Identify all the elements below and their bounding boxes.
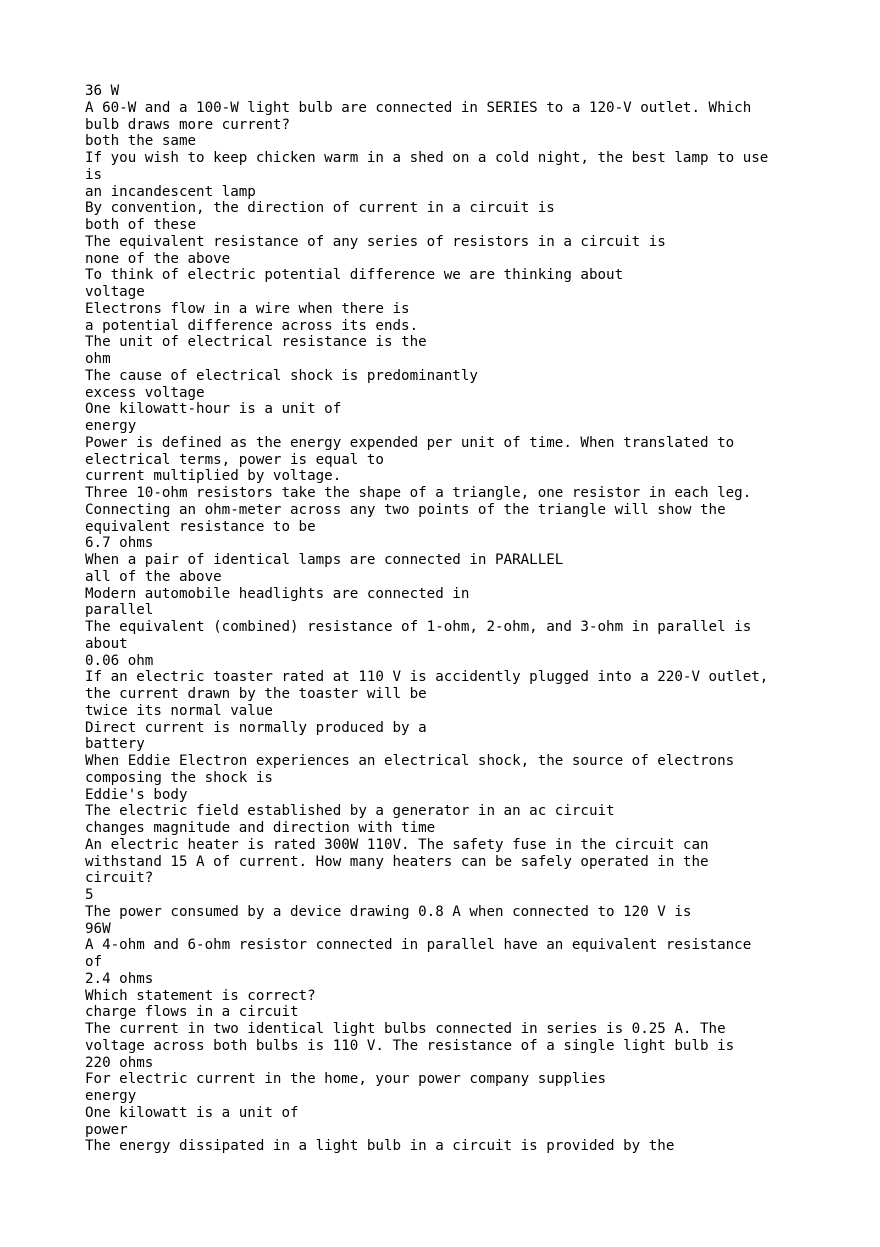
text-line: Modern automobile headlights are connected in bbox=[85, 585, 470, 602]
text-line: If you wish to keep chicken warm in a shed on a cold night, the best lamp to use bbox=[85, 150, 769, 166]
text-line: 96W bbox=[85, 920, 111, 937]
text-line: A 60-W and a 100-W light bulb are connected in SERIES to a 120-V outlet. Which bbox=[85, 99, 752, 116]
text-line: The cause of electrical shock is predominantly bbox=[85, 367, 478, 384]
text-line: voltage bbox=[85, 284, 145, 300]
text-line: energy bbox=[85, 1088, 137, 1104]
text-line: an incandescent lamp bbox=[85, 183, 256, 200]
text-line: electrical terms, power is equal to bbox=[85, 451, 384, 468]
text-line: energy bbox=[85, 418, 137, 434]
text-line: One kilowatt is a unit of bbox=[85, 1104, 299, 1121]
text-line: voltage across both bulbs is 110 V. The resistance of a single light bulb is bbox=[85, 1037, 735, 1054]
text-line: Power is defined as the energy expended per unit of time. When translated to bbox=[85, 434, 735, 451]
text-line: 36 W bbox=[85, 83, 120, 99]
text-line: Three 10-ohm resistors take the shape of a triangle, one resistor in each leg. bbox=[85, 485, 752, 501]
text-line: If an electric toaster rated at 110 V is accidently plugged into a 220-V outlet, bbox=[85, 669, 769, 686]
text-line: The equivalent (combined) resistance of 1-ohm, 2-ohm, and 3-ohm in parallel is bbox=[85, 619, 752, 635]
text-line: Eddie's body bbox=[85, 786, 188, 803]
text-line: 6.7 ohms bbox=[85, 535, 154, 552]
text-line: both of these bbox=[85, 217, 197, 233]
text-line: One kilowatt-hour is a unit of bbox=[85, 401, 342, 418]
document-page bbox=[85, 83, 825, 1155]
text-line: bulb draws more current? bbox=[85, 116, 290, 133]
text-line: changes magnitude and direction with time bbox=[85, 820, 436, 836]
text-line: circuit? bbox=[85, 870, 154, 887]
text-line: When a pair of identical lamps are connected in PARALLEL bbox=[85, 552, 564, 568]
text-line: By convention, the direction of current in a circuit is bbox=[85, 200, 555, 217]
text-line: of bbox=[85, 954, 103, 970]
text-line: The electric field established by a generator in an ac circuit bbox=[85, 803, 615, 820]
text-line: The unit of electrical resistance is the bbox=[85, 334, 427, 351]
text-line: all of the above bbox=[85, 568, 222, 585]
text-line: is bbox=[85, 166, 103, 183]
text-line: Electrons flow in a wire when there is bbox=[85, 300, 410, 317]
text-line: To think of electric potential difference we are thinking about bbox=[85, 267, 624, 284]
text-line: composing the shock is bbox=[85, 769, 273, 786]
text-line: twice its normal value bbox=[85, 702, 273, 719]
text-line: charge flows in a circuit bbox=[85, 1004, 299, 1021]
text-line: the current drawn by the toaster will be bbox=[85, 686, 427, 702]
text-line: none of the above bbox=[85, 250, 231, 267]
text-line: 0.06 ohm bbox=[85, 652, 154, 669]
text-line: The power consumed by a device drawing 0.8 A when connected to 120 V is bbox=[85, 903, 692, 920]
text-line: 220 ohms bbox=[85, 1054, 154, 1071]
text-line: current multiplied by voltage. bbox=[85, 468, 342, 485]
text-line: battery bbox=[85, 736, 145, 753]
text-line: A 4-ohm and 6-ohm resistor connected in parallel have an equivalent resistance bbox=[85, 937, 752, 954]
text-line: Connecting an ohm-meter across any two points of the triangle will show the bbox=[85, 501, 726, 518]
text-line: parallel bbox=[85, 602, 154, 619]
text-line: For electric current in the home, your power company supplies bbox=[85, 1071, 607, 1088]
text-line: both the same bbox=[85, 133, 197, 150]
text-line: equivalent resistance to be bbox=[85, 518, 316, 535]
text-line: Direct current is normally produced by a bbox=[85, 719, 427, 736]
text-line: excess voltage bbox=[85, 384, 205, 401]
text-line: withstand 15 A of current. How many heaters can be safely operated in the bbox=[85, 853, 709, 870]
text-line: The energy dissipated in a light bulb in a circuit is provided by the bbox=[85, 1138, 675, 1155]
text-line: a potential difference across its ends. bbox=[85, 317, 419, 334]
text-line: ohm bbox=[85, 351, 111, 367]
text-line: power bbox=[85, 1121, 128, 1138]
document-text bbox=[85, 83, 825, 1155]
text-line: 5 bbox=[85, 887, 94, 903]
text-line: about bbox=[85, 635, 128, 652]
text-line: An electric heater is rated 300W 110V. The safety fuse in the circuit can bbox=[85, 836, 709, 853]
text-line: When Eddie Electron experiences an electrical shock, the source of electrons bbox=[85, 753, 735, 769]
text-line: The current in two identical light bulbs connected in series is 0.25 A. The bbox=[85, 1021, 726, 1037]
text-line: Which statement is correct? bbox=[85, 987, 316, 1004]
text-line: 2.4 ohms bbox=[85, 970, 154, 987]
text-line: The equivalent resistance of any series of resistors in a circuit is bbox=[85, 233, 666, 250]
